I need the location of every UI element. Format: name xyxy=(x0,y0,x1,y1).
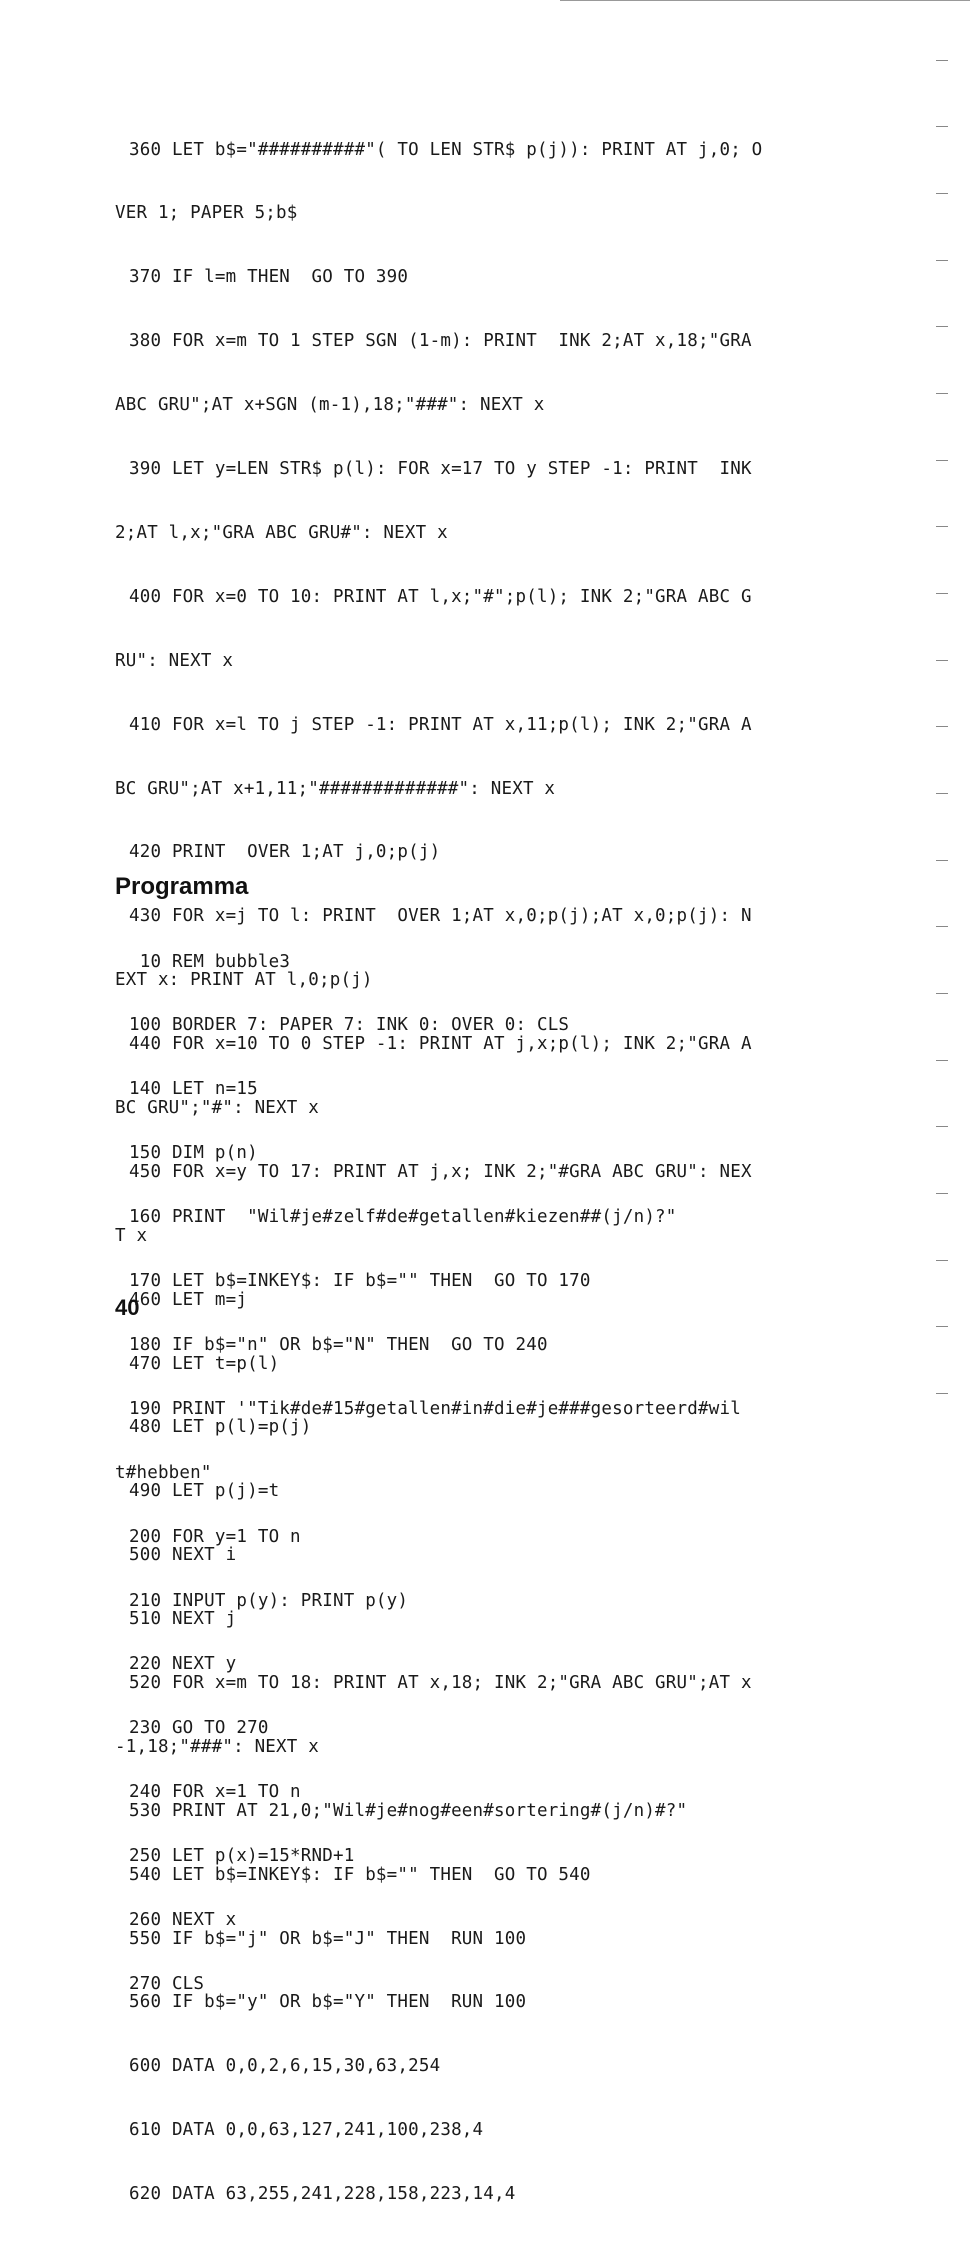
code-line: 460 LET m=j xyxy=(129,1289,248,1310)
code-line: 510 NEXT j xyxy=(129,1609,237,1630)
code-line: 560 IF b$="y" OR b$="Y" THEN RUN 100 xyxy=(129,1992,527,2013)
code-line: 10 REM bubble3 xyxy=(129,951,291,972)
code-line: 430 FOR x=j TO l: PRINT OVER 1;AT x,0;p(j);AT x,0;p(j): N xyxy=(129,906,752,927)
margin-tick xyxy=(936,1393,948,1394)
code-line: 520 FOR x=m TO 18: PRINT AT x,18; INK 2;"GRA ABC GRU";AT x xyxy=(129,1672,752,1693)
code-line: 230 GO TO 270 xyxy=(129,1718,269,1739)
margin-tick xyxy=(936,326,948,327)
code-line: 540 LET b$=INKEY$: IF b$="" THEN GO TO 540 xyxy=(129,1864,591,1885)
code-line: 550 IF b$="j" OR b$="J" THEN RUN 100 xyxy=(129,1928,527,1949)
basic-listing-program xyxy=(115,909,875,2038)
code-line: 420 PRINT OVER 1;AT j,0;p(j) xyxy=(129,842,441,863)
code-line: 220 NEXT y xyxy=(129,1654,237,1675)
code-line: -1,18;"###": NEXT x xyxy=(115,1736,319,1757)
margin-tick xyxy=(936,526,948,527)
margin-tick xyxy=(936,593,948,594)
code-line: 490 LET p(j)=t xyxy=(129,1481,280,1502)
code-line: 150 DIM p(n) xyxy=(129,1143,258,1164)
margin-tick xyxy=(936,393,948,394)
code-line: 180 IF b$="n" OR b$="N" THEN GO TO 240 xyxy=(129,1334,548,1355)
page-number: 40 xyxy=(115,1295,140,1320)
margin-tick xyxy=(936,1193,948,1194)
code-line: 250 LET p(x)=15*RND+1 xyxy=(129,1846,355,1867)
code-line: 470 LET t=p(l) xyxy=(129,1353,280,1374)
code-line: 160 PRINT "Wil#je#zelf#de#getallen#kiezen##(j/n)?" xyxy=(129,1207,677,1228)
code-line: ABC GRU";AT x+SGN (m-1),18;"###": NEXT x xyxy=(115,395,545,416)
margin-tick xyxy=(936,993,948,994)
margin-tick xyxy=(936,793,948,794)
code-line: EXT x: PRINT AT l,0;p(j) xyxy=(115,970,373,991)
code-line: 210 INPUT p(y): PRINT p(y) xyxy=(129,1590,409,1611)
margin-tick xyxy=(936,60,948,61)
code-line: 140 LET n=15 xyxy=(129,1079,258,1100)
margin-tick xyxy=(936,1260,948,1261)
code-line: 370 IF l=m THEN GO TO 390 xyxy=(129,267,409,288)
code-line: t#hebben" xyxy=(115,1462,212,1483)
code-line: BC GRU";AT x+1,11;"#############": NEXT x xyxy=(115,778,556,799)
code-line: 190 PRINT '"Tik#de#15#getallen#in#die#je###gesorteerd#wil xyxy=(129,1398,741,1419)
margin-tick xyxy=(936,126,948,127)
margin-tick xyxy=(936,1126,948,1127)
margin-tick xyxy=(936,1060,948,1061)
code-line: 610 DATA 0,0,63,127,241,100,238,4 xyxy=(129,2120,484,2141)
code-line: T x xyxy=(115,1225,148,1246)
code-line: BC GRU";"#": NEXT x xyxy=(115,1097,319,1118)
margin-tick xyxy=(936,926,948,927)
code-line: RU": NEXT x xyxy=(115,650,234,671)
code-line: 200 FOR y=1 TO n xyxy=(129,1526,301,1547)
code-line: 500 NEXT i xyxy=(129,1545,237,1566)
code-line: 390 LET y=LEN STR$ p(l): FOR x=17 TO y STEP -1: PRINT INK xyxy=(129,459,752,480)
section-heading: Programma xyxy=(115,873,249,900)
margin-tick xyxy=(936,1326,948,1327)
margin-tick xyxy=(936,660,948,661)
margin-tick xyxy=(936,193,948,194)
top-rule xyxy=(560,0,970,1)
code-line: 100 BORDER 7: PAPER 7: INK 0: OVER 0: CLS xyxy=(129,1015,570,1036)
code-line: 480 LET p(l)=p(j) xyxy=(129,1417,312,1438)
margin-tick xyxy=(936,860,948,861)
code-line: 440 FOR x=10 TO 0 STEP -1: PRINT AT j,x;p(l); INK 2;"GRA A xyxy=(129,1034,752,1055)
margin-tick xyxy=(936,460,948,461)
code-line: 450 FOR x=y TO 17: PRINT AT j,x; INK 2;"#GRA ABC GRU": NEX xyxy=(129,1161,752,1182)
code-line: VER 1; PAPER 5;b$ xyxy=(115,203,298,224)
code-line: 380 FOR x=m TO 1 STEP SGN (1-m): PRINT INK 2;AT x,18;"GRA xyxy=(129,331,752,352)
code-line: 270 CLS xyxy=(129,1973,205,1994)
code-line: 170 LET b$=INKEY$: IF b$="" THEN GO TO 170 xyxy=(129,1271,591,1292)
code-line: 620 DATA 63,255,241,228,158,223,14,4 xyxy=(129,2184,516,2205)
code-line: 240 FOR x=1 TO n xyxy=(129,1782,301,1803)
margin-ticks xyxy=(936,60,948,1400)
margin-tick xyxy=(936,726,948,727)
code-line: 260 NEXT x xyxy=(129,1909,237,1930)
margin-tick xyxy=(936,260,948,261)
code-line: 410 FOR x=l TO j STEP -1: PRINT AT x,11;p(l); INK 2;"GRA A xyxy=(129,714,752,735)
code-line: 2;AT l,x;"GRA ABC GRU#": NEXT x xyxy=(115,522,448,543)
code-line: 530 PRINT AT 21,0;"Wil#je#nog#een#sortering#(j/n)#?" xyxy=(129,1800,688,1821)
code-line: 400 FOR x=0 TO 10: PRINT AT l,x;"#";p(l); INK 2;"GRA ABC G xyxy=(129,586,752,607)
code-line: 360 LET b$="##########"( TO LEN STR$ p(j)): PRINT AT j,0; O xyxy=(129,139,763,160)
code-line: 600 DATA 0,0,2,6,15,30,63,254 xyxy=(129,2056,441,2077)
